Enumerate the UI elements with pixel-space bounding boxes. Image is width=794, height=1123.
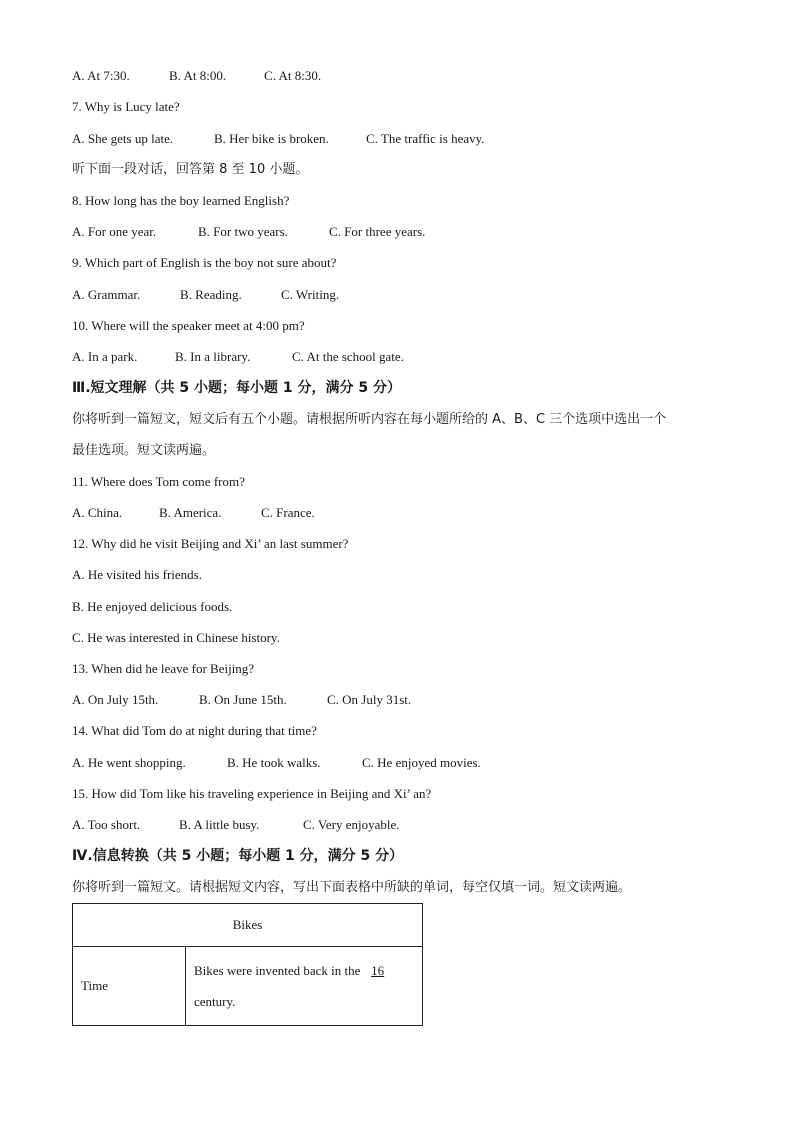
q15-text: 15. How did Tom like his traveling experience in Beijing and Xi’ an? (72, 786, 432, 801)
q13-options (72, 692, 411, 708)
q12-option-c: C. He was interested in Chinese history. (72, 630, 280, 645)
q12-option-b: B. He enjoyed delicious foods. (72, 599, 233, 614)
q11-option-b: B. America. (159, 505, 222, 520)
q9-text: 9. Which part of English is the boy not sure about? (72, 255, 337, 270)
q8-option-b: B. For two years. (198, 224, 288, 239)
q9-options (72, 287, 339, 303)
q14-options (72, 755, 481, 771)
q13-text: 13. When did he leave for Beijing? (72, 661, 255, 676)
q12-option-a: A. He visited his friends. (72, 567, 202, 582)
section-3-heading: Ⅲ.短文理解（共 5 小题；每小题 1 分，满分 5 分） (72, 380, 402, 396)
q15-option-b: B. A little busy. (179, 817, 260, 832)
q10-options (72, 349, 404, 365)
q11-option-c: C. France. (261, 505, 315, 520)
q9-option-a: A. Grammar. (72, 287, 141, 302)
q7-option-a: A. She gets up late. (72, 131, 174, 146)
table-row-content (186, 947, 423, 1026)
q9-option-b: B. Reading. (180, 287, 242, 302)
info-table (72, 903, 423, 1026)
q9-option-c: C. Writing. (281, 287, 340, 302)
table-row-text-before: Bikes were invented back in the (194, 963, 361, 978)
q10-option-c: C. At the school gate. (292, 349, 404, 364)
table-row (73, 947, 423, 1026)
q8-options (72, 224, 425, 240)
section-3-instruction-line-1: 你将听到一篇短文，短文后有五个小题。请根据所听内容在每小题所给的 A、B、C 三个选项中选出一个 (72, 412, 667, 427)
q6-options (72, 68, 321, 84)
section-4-instruction: 你将听到一篇短文。请根据短文内容，写出下面表格中所缺的单词，每空仅填一词。短文读两遍。 (72, 880, 632, 895)
q13-option-a: A. On July 15th. (72, 692, 159, 707)
q8-text: 8. How long has the boy learned English? (72, 193, 290, 208)
q11-text: 11. Where does Tom come from? (72, 474, 245, 489)
q8-option-a: A. For one year. (72, 224, 157, 239)
q15-option-c: C. Very enjoyable. (303, 817, 400, 832)
q14-option-a: A. He went shopping. (72, 755, 186, 770)
q7-text: 7. Why is Lucy late? (72, 99, 180, 114)
table-header-row (73, 904, 423, 947)
q7-option-b: B. Her bike is broken. (214, 131, 329, 146)
q14-option-c: C. He enjoyed movies. (362, 755, 481, 770)
q6-option-a: A. At 7:30. (72, 68, 130, 83)
q7-options (72, 131, 485, 147)
blank-16[interactable]: 16 (371, 963, 385, 978)
q10-option-b: B. In a library. (175, 349, 251, 364)
section-4-heading: Ⅳ.信息转换（共 5 小题；每小题 1 分，满分 5 分） (72, 848, 404, 864)
q10-text: 10. Where will the speaker meet at 4:00 pm? (72, 318, 305, 333)
q15-options (72, 817, 400, 833)
q15-option-a: A. Too short. (72, 817, 141, 832)
q6-option-b: B. At 8:00. (169, 68, 227, 83)
section-3-instruction-line-2: 最佳选项。短文读两遍。 (72, 443, 216, 458)
q14-option-b: B. He took walks. (227, 755, 321, 770)
table-title: Bikes (73, 904, 423, 947)
q10-option-a: A. In a park. (72, 349, 138, 364)
table-row-text-after: century. (194, 994, 236, 1009)
q11-options (72, 505, 315, 521)
q6-option-c: C. At 8:30. (264, 68, 322, 83)
q7-option-c: C. The traffic is heavy. (366, 131, 485, 146)
q14-text: 14. What did Tom do at night during that time? (72, 723, 317, 738)
q11-option-a: A. China. (72, 505, 123, 520)
q13-option-b: B. On June 15th. (199, 692, 287, 707)
q13-option-c: C. On July 31st. (327, 692, 412, 707)
q8-option-c: C. For three years. (329, 224, 426, 239)
instruction-8-10: 听下面一段对话，回答第 8 至 10 小题。 (72, 162, 309, 177)
q12-text: 12. Why did he visit Beijing and Xi’ an last summer? (72, 536, 349, 551)
table-row-label: Time (73, 947, 186, 1026)
